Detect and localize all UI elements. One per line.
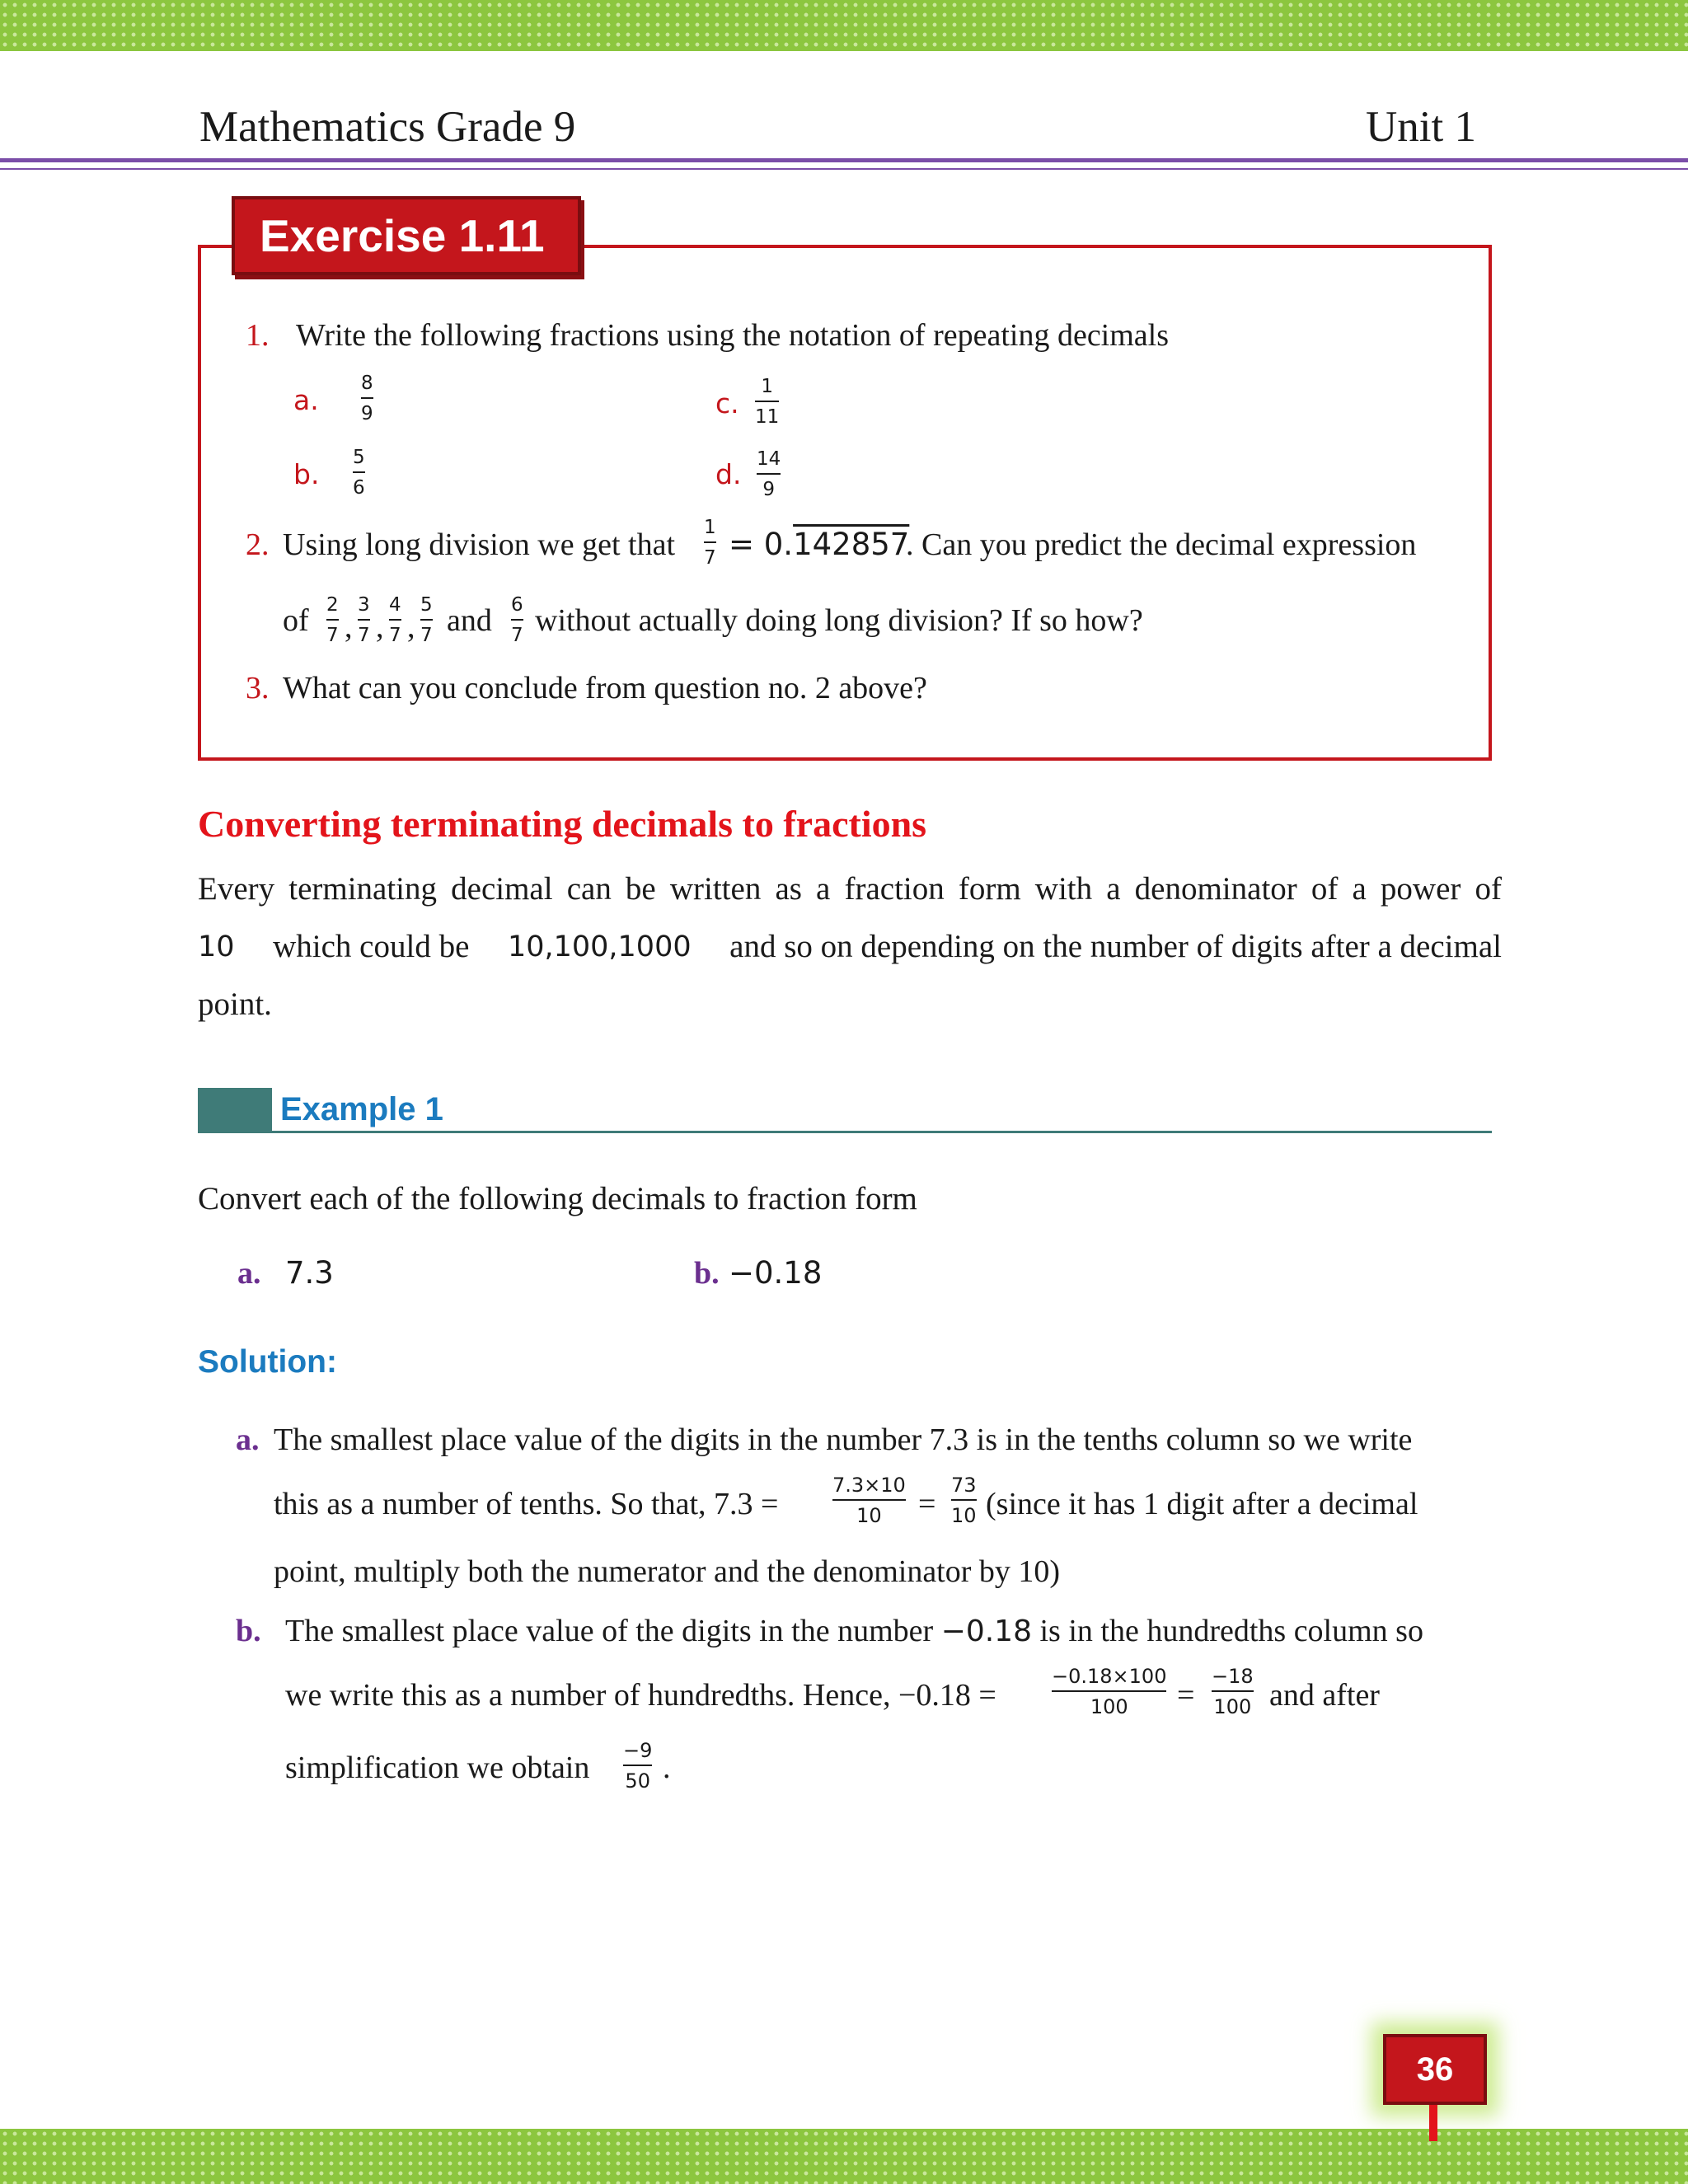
one-seventh-fraction <box>704 516 716 569</box>
denominator: 10 <box>951 1504 977 1527</box>
solution-b-text: The smallest place value of the digits in the number <box>285 1614 934 1648</box>
equals-sign: = <box>1177 1678 1195 1713</box>
option-b-label: b. <box>293 458 320 490</box>
example-a-label: a. <box>237 1256 261 1291</box>
question-2-number: 2. <box>246 527 270 562</box>
solution-b-label: b. <box>236 1614 261 1648</box>
exercise-title: Exercise 1.11 <box>232 196 581 275</box>
of-word: of <box>283 603 309 638</box>
solution-a-line-2: this as a number of tenths. So that, 7.3 = <box>274 1487 779 1521</box>
top-decorative-band <box>0 0 1688 51</box>
denominator: 10 <box>856 1504 882 1527</box>
two-sevenths-fraction <box>326 593 339 647</box>
numerator: 5 <box>353 447 365 468</box>
negative-decimal: −0.18 <box>940 1615 1032 1648</box>
example-label: Example 1 <box>280 1091 443 1127</box>
solution-b-text: is in the hundredths column so <box>1039 1614 1423 1648</box>
numerator: −9 <box>623 1739 653 1762</box>
numerator: 1 <box>704 517 716 538</box>
solution-a-label: a. <box>236 1422 260 1457</box>
numerator: 3 <box>358 594 370 616</box>
numerator: −18 <box>1212 1665 1254 1688</box>
three-sevenths-fraction <box>358 593 370 647</box>
solution-label: Solution: <box>198 1344 337 1380</box>
fraction-neg-9-over-50 <box>623 1739 652 1793</box>
option-a-label: a. <box>293 384 319 416</box>
powers-list: 10,100,1000 <box>507 930 692 963</box>
paragraph-text: and so on depending on the number of digits after a decimal <box>729 929 1502 964</box>
option-c-label: c. <box>715 387 739 419</box>
numerator: 1 <box>761 376 773 397</box>
question-2-continued: . Can you predict the decimal expression <box>906 527 1417 562</box>
solution-a-line-2-post: (since it has 1 digit after a decimal <box>986 1487 1418 1521</box>
fraction-neg-18-over-100 <box>1212 1665 1254 1718</box>
comma: , <box>376 610 384 644</box>
solution-a-line-1: The smallest place value of the digits in the number 7.3 is in the tenths column so we write <box>274 1422 1413 1457</box>
page-number: 36 <box>1383 2034 1487 2105</box>
option-d-label: d. <box>715 458 742 490</box>
solution-b-line-2: we write this as a number of hundredths. Hence, −0.18 = <box>285 1678 996 1713</box>
comma: , <box>407 610 415 644</box>
solution-a-line-3: point, multiply both the numerator and the denominator by 10) <box>274 1554 1061 1589</box>
denominator: 7 <box>420 625 433 646</box>
period: . <box>663 1750 671 1785</box>
numerator: 8 <box>361 373 373 394</box>
question-1-text: Write the following fractions using the notation of repeating decimals <box>296 318 1170 353</box>
option-b-fraction <box>353 446 365 499</box>
denominator: 7 <box>326 625 339 646</box>
paragraph-line-2 <box>198 918 1502 976</box>
example-b-label: b. <box>694 1256 720 1291</box>
fraction-73-over-10 <box>951 1474 977 1527</box>
question-1-number: 1. <box>246 318 270 353</box>
paragraph-text: which could be <box>273 929 470 964</box>
and-word: and <box>447 603 492 638</box>
denominator: 100 <box>1090 1695 1128 1718</box>
denominator: 7 <box>358 625 370 646</box>
denominator: 100 <box>1213 1695 1252 1718</box>
six-sevenths-fraction <box>511 593 523 647</box>
denominator: 9 <box>361 403 373 424</box>
comma: , <box>345 610 353 644</box>
paragraph-line-1: Every terminating decimal can be written as a fraction form with a denominator of a power of <box>198 871 1502 907</box>
header-rule-thin <box>0 168 1688 170</box>
example-prompt: Convert each of the following decimals to fraction form <box>198 1181 917 1216</box>
question-2-line2: without actually doing long division? If so how? <box>535 603 1143 638</box>
denominator: 50 <box>625 1769 650 1793</box>
numerator: 14 <box>757 448 781 470</box>
solution-b-line-3: simplification we obtain <box>285 1750 590 1785</box>
section-heading: Converting terminating decimals to fractions <box>198 803 927 845</box>
example-marker <box>198 1088 272 1133</box>
question-3-text: What can you conclude from question no. 2 above? <box>283 671 927 705</box>
denominator: 7 <box>389 625 401 646</box>
power-ten: 10 <box>198 930 235 963</box>
equals-sign: = <box>918 1487 936 1521</box>
book-title: Mathematics Grade 9 <box>199 103 576 151</box>
fraction-7-3x10-over-10 <box>832 1474 906 1527</box>
equals-zero: = 0. <box>729 527 794 562</box>
denominator: 7 <box>704 547 716 569</box>
header-rule <box>0 158 1688 162</box>
numerator: 2 <box>326 594 339 616</box>
example-b-value: −0.18 <box>729 1255 823 1291</box>
numerator: 7.3×10 <box>832 1474 906 1497</box>
numerator: −0.18×100 <box>1052 1665 1167 1688</box>
page-number-stem <box>1429 2105 1437 2141</box>
numerator: 6 <box>511 594 523 616</box>
paragraph-line-3: point. <box>198 987 272 1022</box>
solution-b-line-2-post: and after <box>1269 1678 1380 1713</box>
option-d-fraction <box>757 448 781 501</box>
denominator: 11 <box>755 406 780 428</box>
numerator: 73 <box>951 1474 977 1497</box>
five-sevenths-fraction <box>420 593 433 647</box>
option-c-fraction <box>755 375 779 429</box>
denominator: 9 <box>762 479 775 500</box>
fraction-neg-0-18x100-over-100 <box>1052 1665 1166 1718</box>
question-3-number: 3. <box>246 671 270 705</box>
solution-b-line-1 <box>285 1612 1423 1651</box>
repeating-digits: 142857 <box>793 527 910 562</box>
option-a-fraction <box>361 372 373 425</box>
denominator: 7 <box>511 625 523 646</box>
example-a-value: 7.3 <box>285 1255 334 1291</box>
unit-label: Unit 1 <box>1366 103 1476 151</box>
denominator: 6 <box>353 477 365 499</box>
repeating-decimal <box>729 526 909 564</box>
numerator: 4 <box>389 594 401 616</box>
question-2-intro: Using long division we get that <box>283 527 676 562</box>
numerator: 5 <box>420 594 433 616</box>
four-sevenths-fraction <box>389 593 401 647</box>
